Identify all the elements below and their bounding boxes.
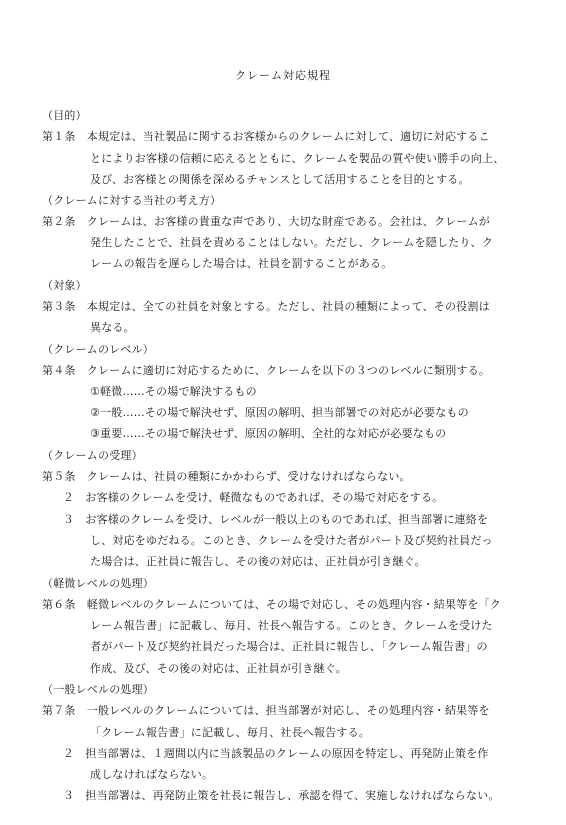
document-title: クレーム対応規程 xyxy=(235,69,331,82)
body-line: レームの報告を遅らした場合は、社員を罰することがある。 xyxy=(90,257,393,270)
body-line: 者がパート及び契約社員だった場合は、正社員に報告し、「クレーム報告書」の xyxy=(90,640,488,653)
body-line: し、対応をゆだねる。このとき、クレームを受けた者がパート及び契約社員だっ xyxy=(90,534,493,547)
section-heading: （クレームに対する当社の考え方） xyxy=(42,194,222,207)
body-line: 「クレーム報告書」に記載し、毎月、社長へ報告する。 xyxy=(90,726,370,739)
body-line: 異なる。 xyxy=(90,321,135,334)
article-line: 第４条 クレームに適切に対応するために、クレームを以下の３つのレベルに類別する。 xyxy=(42,364,490,377)
body-line: 作成、及び、その後の対応は、正社員が引き継ぐ。 xyxy=(90,662,347,675)
list-item: ②一般……その場で解決せず、原因の解明、担当部署での対応が必要なもの xyxy=(90,406,469,419)
article-line: 第１条 本規定は、当社製品に関するお客様からのクレームに対して、適切に対応するこ xyxy=(42,130,490,143)
body-line: レーム報告書」に記載し、毎月、社長へ報告する。このとき、クレームを受けた xyxy=(90,619,493,632)
section-heading: （クレームの受理） xyxy=(42,449,143,462)
body-line: 及び、お客様との関係を深めるチャンスとして活用することを目的とする。 xyxy=(90,173,470,186)
section-heading: （目的） xyxy=(42,109,87,122)
article-line: 第５条 クレームは、社員の種類にかかわらず、受けなければならない。 xyxy=(42,470,411,483)
section-heading: （クレームのレベル） xyxy=(42,343,154,356)
body-line: とによりお客様の信頼に応えるとともに、クレームを製品の質や使い勝手の向上、 xyxy=(90,152,505,165)
section-heading: （軽微レベルの処理） xyxy=(42,577,154,590)
paragraph-number-line: ３ 担当部署は、再発防止策を社長に報告し、承認を得て、実施しなければならない。 xyxy=(63,789,500,802)
article-line: 第７条 一般レベルのクレームについては、担当部署が対応し、その処理内容・結果等を xyxy=(42,704,490,717)
article-line: 第３条 本規定は、全ての社員を対象とする。ただし、社員の種類によって、その役割は xyxy=(42,300,490,313)
section-heading: （一般レベルの処理） xyxy=(42,683,154,696)
article-line: 第２条 クレームは、お客様の貴重な声であり、大切な財産である。会社は、クレームが xyxy=(42,215,490,228)
body-line: 発生したことで、社員を責めることはしない。ただし、クレームを隠したり、ク xyxy=(90,236,493,249)
paragraph-number-line: ２ 担当部署は、１週間以内に当該製品のクレームの原因を特定し、再発防止策を作 xyxy=(63,747,489,760)
section-heading: （対象） xyxy=(42,279,87,292)
body-line: た場合は、正社員に報告し、その後の対応は、正社員が引き継ぐ。 xyxy=(90,555,426,568)
article-line: 第６条 軽微レベルのクレームについては、その場で対応し、その処理内容・結果等を「ク xyxy=(42,598,501,611)
paragraph-number-line: ２ お客様のクレームを受け、軽微なものであれば、その場で対応をする。 xyxy=(63,491,444,504)
list-item: ①軽微……その場で解決するもの xyxy=(90,385,257,398)
list-item: ③重要……その場で解決せず、原因の解明、全社的な対応が必要なもの xyxy=(90,427,447,440)
body-line: 成しなければならない。 xyxy=(90,768,214,781)
paragraph-number-line: ３ お客様のクレームを受け、レベルが一般以上のものであれば、担当部署に連絡を xyxy=(63,513,489,526)
